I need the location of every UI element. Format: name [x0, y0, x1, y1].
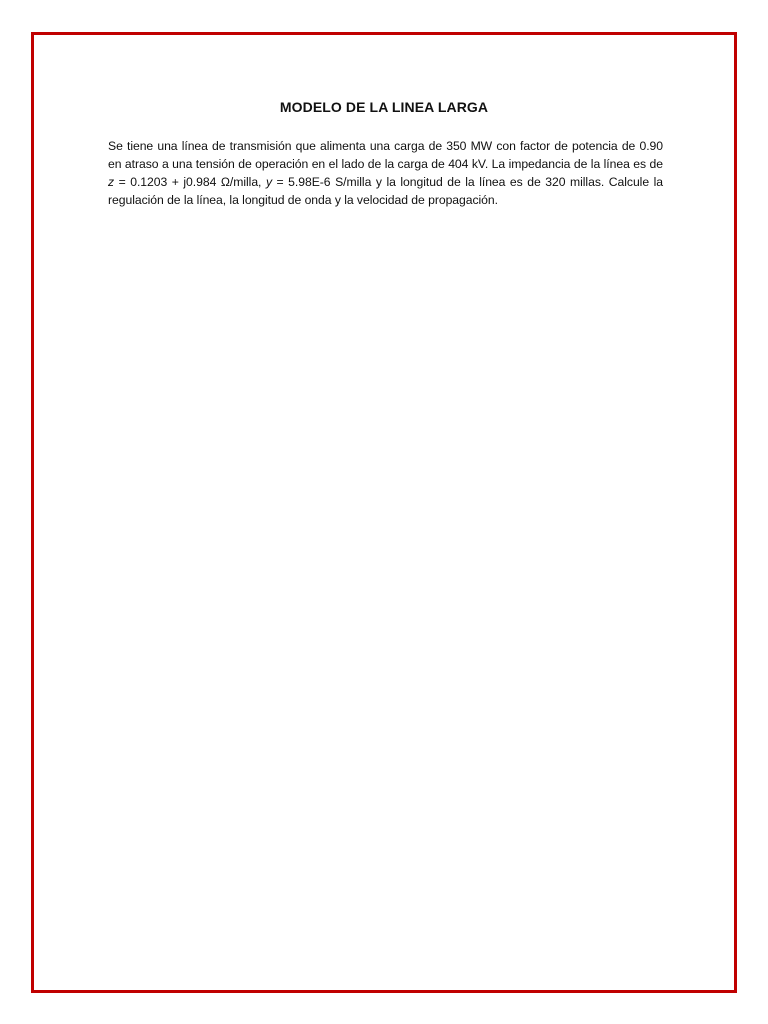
problem-text-part1: Se tiene una línea de transmisión que alimenta una carga de 350 MW con factor de potencia de 0.90 en atraso a una tensión de operación en el lado de la carga de 404 kV. La impedancia de la línea es de — [108, 139, 663, 171]
impedance-symbol-z: z — [108, 175, 115, 189]
problem-text-part3: = 5.98E-6 S/milla y la longitud de la línea es de 320 millas. Calcule la regulación de la línea, la longitud de onda y la velocidad de propagación. — [108, 175, 663, 207]
problem-statement — [108, 137, 663, 209]
page-border-frame — [31, 32, 737, 993]
problem-text-part2: = 0.1203 + j0.984 Ω/milla, — [114, 175, 266, 189]
admittance-symbol-y: y — [265, 175, 272, 189]
document-title: MODELO DE LA LINEA LARGA — [279, 99, 489, 115]
